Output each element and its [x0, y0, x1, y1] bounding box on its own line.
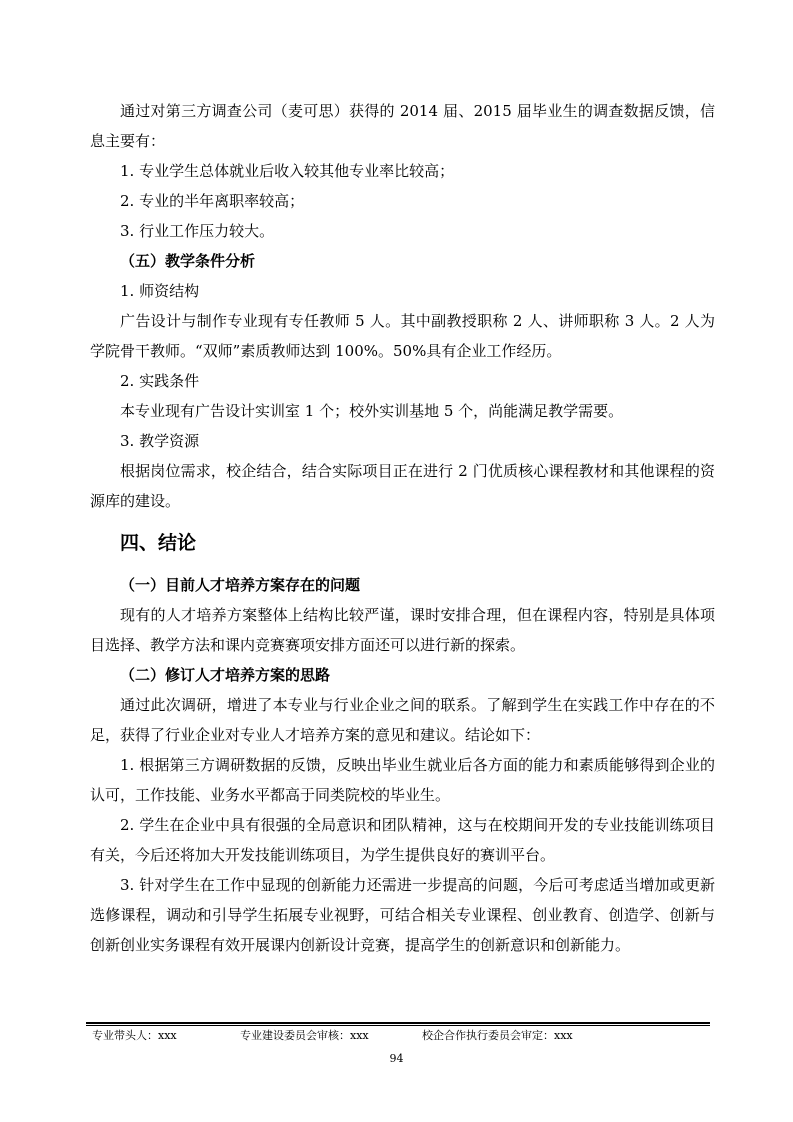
survey-finding-1: 1. 专业学生总体就业后收入较其他专业率比较高； — [120, 162, 455, 180]
subheading-practice: 2. 实践条件 — [120, 372, 200, 390]
heading-teaching-conditions: （五）教学条件分析 — [120, 252, 256, 270]
conclusion-point-3: 3. 针对学生在工作中显现的创新能力还需进一步提高的问题，今后可考虑适当增加或更新选修课程，调动和引导学生拓展专业视野，可结合相关专业课程、创业教育、创造学、创新与创新创业实务课程有效开展课内创新设计竞赛，提高学生的创新意识和创新能力。 — [90, 876, 715, 954]
paragraph-current-problems: 现有的人才培养方案整体上结构比较严谨，课时安排合理，但在课程内容，特别是具体项目选择、教学方法和课内竞赛赛项安排方面还可以进行新的探索。 — [90, 606, 715, 654]
heading-conclusion: 四、结论 — [120, 532, 197, 554]
survey-finding-2: 2. 专业的半年离职率较高； — [120, 192, 305, 210]
heading-revision-ideas: （二）修订人才培养方案的思路 — [120, 666, 331, 684]
footer — [92, 1028, 692, 1044]
conclusion-point-2: 2. 学生在企业中具有很强的全局意识和团队精神，这与在校期间开发的专业技能训练项目有关，今后还将加大开发技能训练项目，为学生提供良好的赛训平台。 — [90, 816, 715, 864]
paragraph-revision-intro: 通过此次调研，增进了本专业与行业企业之间的联系。了解到学生在实践工作中存在的不足，获得了行业企业对专业人才培养方案的意见和建议。结论如下： — [90, 696, 715, 744]
footer-divider — [86, 1022, 710, 1024]
survey-finding-3: 3. 行业工作压力较大。 — [120, 222, 275, 240]
footer-cooperation: 校企合作执行委员会审定：xxx — [422, 1029, 573, 1042]
footer-leader: 专业带头人：xxx — [92, 1029, 177, 1042]
footer-committee: 专业建设委员会审核：xxx — [240, 1029, 369, 1042]
page-number: 94 — [389, 1052, 404, 1065]
conclusion-point-1: 1. 根据第三方调研数据的反馈，反映出毕业生就业后各方面的能力和素质能够得到企业的认可，工作技能、业务水平都高于同类院校的毕业生。 — [90, 756, 715, 804]
footer-divider-thin — [86, 1025, 710, 1026]
subheading-resources: 3. 教学资源 — [120, 432, 200, 450]
paragraph-resources: 根据岗位需求，校企结合，结合实际项目正在进行 2 门优质核心课程教材和其他课程的资源库的建设。 — [90, 462, 715, 510]
document-body — [90, 96, 715, 960]
paragraph-survey-intro: 通过对第三方调查公司（麦可思）获得的 2014 届、2015 届毕业生的调查数据反馈，信息主要有： — [90, 102, 715, 150]
paragraph-practice: 本专业现有广告设计实训室 1 个；校外实训基地 5 个，尚能满足教学需要。 — [120, 402, 624, 420]
heading-current-problems: （一）目前人才培养方案存在的问题 — [120, 576, 361, 594]
subheading-faculty: 1. 师资结构 — [120, 282, 200, 300]
paragraph-faculty: 广告设计与制作专业现有专任教师 5 人。其中副教授职称 2 人、讲师职称 3 人。2 人为学院骨干教师。“双师”素质教师达到 100%。50%具有企业工作经历。 — [90, 312, 715, 360]
